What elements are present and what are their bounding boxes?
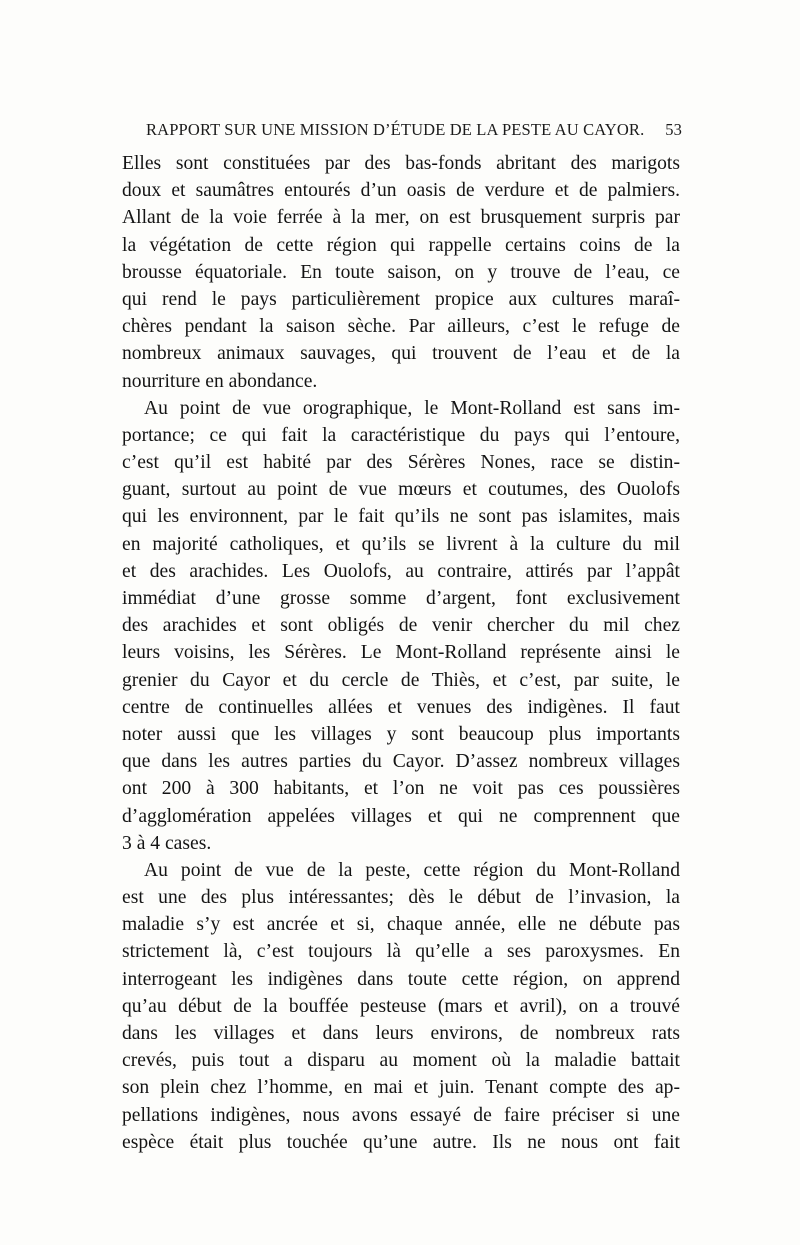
text-line: Elles sont constituées par des bas-fonds abritant des marigots bbox=[122, 153, 680, 174]
text-line: pellations indigènes, nous avons essayé de faire préciser si une bbox=[122, 1104, 680, 1126]
text-line: qui rend le pays particulièrement propice aux cultures maraî- bbox=[122, 288, 680, 310]
text-line: des arachides et sont obligés de venir chercher du mil chez bbox=[122, 615, 680, 637]
text-line: en majorité catholiques, et qu’ils se livrent à la culture du mil bbox=[122, 533, 680, 555]
text-line: immédiat d’une grosse somme d’argent, font exclusivement bbox=[122, 588, 680, 609]
text-line: et des arachides. Les Ouolofs, au contraire, attirés par l’appât bbox=[122, 560, 680, 582]
text-line: la végétation de cette région qui rappelle certains coins de la bbox=[122, 234, 680, 256]
text-line: qu’au début de la bouffée pesteuse (mars et avril), on a trouvé bbox=[122, 995, 680, 1017]
text-line: nombreux animaux sauvages, qui trouvent de l’eau et de la bbox=[122, 343, 680, 365]
page-number: 53 bbox=[665, 120, 682, 139]
text-line: Au point de vue de la peste, cette région du Mont-Rolland bbox=[144, 859, 680, 881]
text-line: chères pendant la saison sèche. Par ailleurs, c’est le refuge de bbox=[122, 316, 680, 338]
text-line: d’agglomération appelées villages et qui ne comprennent que bbox=[122, 805, 680, 827]
text-line: brousse équatoriale. En toute saison, on y trouve de l’eau, ce bbox=[122, 261, 680, 283]
text-line: espèce était plus touchée qu’une autre. Ils ne nous ont fait bbox=[122, 1131, 680, 1153]
text-line: dans les villages et dans leurs environs, de nombreux rats bbox=[122, 1023, 680, 1044]
text-line: qui les environnent, par le fait qu’ils ne sont pas islamites, mais bbox=[122, 506, 680, 528]
text-line: strictement là, c’est toujours là qu’elle a ses paroxysmes. En bbox=[122, 941, 680, 963]
text-line: Allant de la voie ferrée à la mer, on est brusquement surpris par bbox=[122, 207, 680, 229]
text-line: doux et saumâtres entourés d’un oasis de verdure et de palmiers. bbox=[122, 180, 680, 202]
text-line: noter aussi que les villages y sont beaucoup plus importants bbox=[122, 723, 680, 745]
text-line: 3 à 4 cases. bbox=[122, 832, 212, 854]
text-line: son plein chez l’homme, en mai et juin. Tenant compte des ap- bbox=[122, 1077, 680, 1099]
paragraph bbox=[122, 857, 680, 1156]
text-line: leurs voisins, les Sérères. Le Mont-Rolland représente ainsi le bbox=[122, 642, 680, 664]
text-line: Au point de vue orographique, le Mont-Rolland est sans im- bbox=[144, 397, 680, 419]
text-line: portance; ce qui fait la caractéristique du pays qui l’entoure, bbox=[122, 424, 680, 446]
text-line: ont 200 à 300 habitants, et l’on ne voit pas ces poussières bbox=[122, 778, 680, 800]
text-line: que dans les autres parties du Cayor. D’assez nombreux villages bbox=[122, 751, 680, 773]
text-line: guant, surtout au point de vue mœurs et coutumes, des Ouolofs bbox=[122, 479, 680, 501]
text-line: centre de continuelles allées et venues des indigènes. Il faut bbox=[122, 696, 680, 718]
body-text bbox=[122, 150, 680, 1156]
page-header bbox=[146, 118, 682, 142]
paragraph bbox=[122, 395, 680, 857]
text-line: c’est qu’il est habité par des Sérères Nones, race se distin- bbox=[122, 452, 680, 474]
text-line: nourriture en abondance. bbox=[122, 370, 318, 392]
text-line: maladie s’y est ancrée et si, chaque année, elle ne débute pas bbox=[122, 914, 680, 936]
text-line: grenier du Cayor et du cercle de Thiès, et c’est, par suite, le bbox=[122, 669, 680, 691]
text-line: interrogeant les indigènes dans toute cette région, on apprend bbox=[122, 968, 680, 990]
text-line: est une des plus intéressantes; dès le début de l’invasion, la bbox=[122, 887, 680, 909]
running-title: RAPPORT SUR UNE MISSION D’ÉTUDE DE LA PESTE AU CAYOR. bbox=[146, 120, 645, 139]
paragraph bbox=[122, 150, 680, 395]
text-line: crevés, puis tout a disparu au moment où la maladie battait bbox=[122, 1050, 680, 1072]
